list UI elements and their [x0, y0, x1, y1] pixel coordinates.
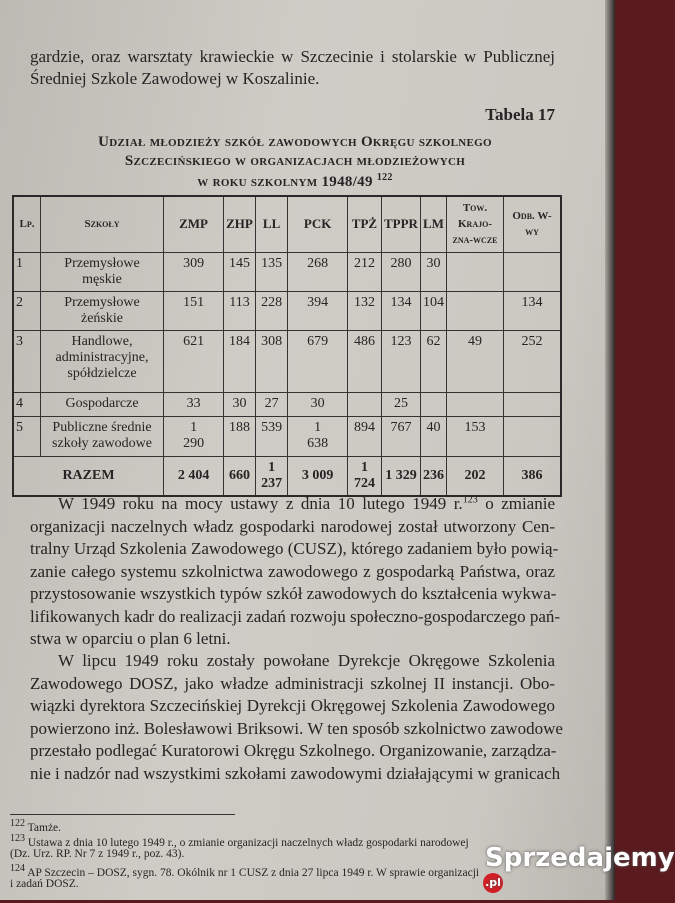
row-number: 5: [13, 416, 41, 456]
total-value: 236: [420, 456, 446, 496]
footnote: [10, 863, 479, 879]
cell-value: 104: [420, 291, 446, 330]
cell-value: 25: [382, 392, 421, 416]
cell-value: 134: [382, 291, 421, 330]
text: stwa w oparciu o plan 6 letni.: [30, 629, 231, 648]
col-header: LL: [255, 196, 287, 252]
cell-value: 30: [224, 392, 256, 416]
cell-value: 27: [255, 392, 287, 416]
total-value: 1 329: [382, 456, 421, 496]
total-value: 3 009: [288, 456, 348, 496]
cell-value: [420, 392, 446, 416]
footnote-number: 122: [10, 818, 25, 829]
text-line: powierzono inż. Bolesławowi Briksowi. W ten sposób szkolnictwo zawodowe: [30, 718, 563, 738]
cell-value: [447, 291, 504, 330]
col-header: ZMP: [164, 196, 224, 252]
cell-value: 30: [288, 392, 348, 416]
school-type: Gospodarcze: [41, 392, 164, 416]
cell-value: 153: [447, 416, 504, 456]
cell-value: 132: [347, 291, 381, 330]
cell-value: [504, 392, 562, 416]
col-header: PCK: [288, 196, 348, 252]
text-line: [30, 606, 561, 627]
cell-value: 1 290: [164, 416, 224, 456]
text-line: przestało podlegać Kuratorowi Okręgu Szkolnego. Organizowanie, zarządza-: [30, 741, 557, 760]
footnote-cont: (Dz. Urz. RP. Nr 7 z 1949 r., poz. 43).: [10, 848, 185, 860]
cell-value: 309: [164, 252, 224, 291]
row-number: 2: [13, 291, 41, 330]
footnote: [10, 818, 61, 834]
text: o zmianie: [477, 494, 555, 513]
cell-value: [447, 392, 504, 416]
cell-value: 151: [164, 291, 224, 330]
cell-value: [347, 392, 381, 416]
col-header: Szkoły: [41, 196, 164, 252]
footnote: [10, 833, 469, 849]
table-row: [13, 291, 561, 330]
cell-value: [504, 252, 562, 291]
cell-value: 767: [382, 416, 421, 456]
footnote-ref: 122: [376, 172, 393, 183]
table-label: Tabela 17: [485, 105, 555, 124]
cell-value: 252: [504, 330, 562, 392]
col-header: Tow. Krajo-zna-wcze: [447, 196, 504, 252]
text-line: wiązki dyrektora Szczecińskiej Dyrekcji Okręgowej Szkolenia Zawodowego: [30, 696, 555, 715]
col-header: Odb. W-wy: [504, 196, 562, 252]
cell-value: 621: [164, 330, 224, 392]
total-value: 2 404: [164, 456, 224, 496]
cell-value: 679: [288, 330, 348, 392]
footnote-text: Ustawa z dnia 10 lutego 1949 r., o zmianie organizacji naczelnych władz gospodarki narodowej: [27, 836, 469, 849]
total-label: RAZEM: [13, 456, 164, 496]
cell-value: 113: [224, 291, 256, 330]
cell-value: 135: [255, 252, 287, 291]
footnote-text: Tamże.: [27, 821, 62, 834]
text-line: [30, 629, 555, 649]
cell-value: 40: [420, 416, 446, 456]
text: organizacji naczelnych władz gospodarki narodowej został utworzony Cen-: [30, 516, 555, 536]
title-text: w roku szkolnym 1948/49: [197, 174, 373, 190]
school-type: Przemysłowe męskie: [41, 252, 164, 291]
cell-value: 212: [347, 252, 381, 291]
col-header: TPPR: [382, 196, 421, 252]
cell-value: 894: [347, 416, 381, 456]
total-row: [13, 456, 561, 496]
cell-value: 49: [447, 330, 504, 392]
table-row: [13, 416, 561, 456]
cell-value: 308: [255, 330, 287, 392]
total-value: 660: [224, 456, 256, 496]
total-value: 202: [447, 456, 504, 496]
footnote-number: 124: [10, 863, 25, 874]
footnote-number: 123: [10, 833, 25, 844]
footnote-separator: [10, 814, 235, 815]
table-row: [13, 330, 561, 392]
col-header: ZHP: [224, 196, 256, 252]
table-title-line: Udział młodzieży szkół zawodowych Okręgu szkolnego: [98, 134, 492, 150]
col-header: Lp.: [13, 196, 41, 252]
total-value: 1 237: [255, 456, 287, 496]
text-line: [58, 494, 555, 514]
text-line: W lipcu 1949 roku zostały powołane Dyrekcje Okręgowe Szkolenia: [58, 651, 555, 670]
page-edge: [605, 0, 615, 900]
text-line: gardzie, oraz warsztaty krawieckie w Szczecinie i stolarskie w Publicznej: [30, 47, 555, 66]
text-line: [30, 539, 559, 559]
header-row: [13, 196, 561, 252]
footnote-text: AP Szczecin – DOSZ, sygn. 78. Okólnik nr 1 CUSZ z dnia 27 lipca 1949 r. W sprawie organizacji: [27, 866, 480, 879]
data-table: [12, 195, 562, 497]
text-line: [30, 584, 555, 604]
text-line: nie i nadzór nad wszystkimi szkołami zawodowymi działającymi w granicach: [30, 763, 561, 783]
cell-value: 539: [255, 416, 287, 456]
table-title-line: Szczecińskiego w organizacjach młodzieżowych: [124, 153, 466, 169]
cell-value: 268: [288, 252, 348, 291]
text: zanie całego systemu szkolnictwa zawodowego z gospodarką Państwa, oraz: [30, 561, 555, 581]
text-line: [30, 517, 555, 537]
total-value: 1 724: [347, 456, 381, 496]
text: tralny Urząd Szkolenia Zawodowego (CUSZ), którego zadaniem było powią-: [30, 539, 559, 558]
text-line: Średniej Szkole Zawodowej w Koszalinie.: [30, 69, 320, 88]
cell-value: [447, 252, 504, 291]
cell-value: 30: [420, 252, 446, 291]
watermark-text: Sprzedajemy: [485, 843, 675, 873]
text: przystosowanie wszystkich typów szkół zawodowych do kształcenia wykwa-: [30, 584, 557, 603]
cell-value: 280: [382, 252, 421, 291]
total-value: 386: [504, 456, 562, 496]
cell-value: 184: [224, 330, 256, 392]
footnote-cont: i zadań DOSZ.: [10, 878, 79, 890]
table-row: [13, 252, 561, 291]
cell-value: 188: [224, 416, 256, 456]
row-number: 1: [13, 252, 41, 291]
cell-value: 228: [255, 291, 287, 330]
table-title-line: [0, 172, 590, 191]
text-line: Zawodowego DOSZ, jako władze administracji szkolnej II instancji. Obo-: [30, 673, 555, 693]
text: W 1949 roku na mocy ustawy z dnia 10 lutego 1949 r.: [58, 494, 463, 513]
row-number: 3: [13, 330, 41, 392]
cell-value: 1 638: [288, 416, 348, 456]
footnote-ref: 123: [462, 494, 478, 506]
school-type: Handlowe, administracyjne, spółdzielcze: [41, 330, 164, 392]
col-header: TPŻ: [347, 196, 381, 252]
text: lifikowanych kadr do realizacji zadań rozwoju społeczno-gospodarczego pań-: [30, 606, 561, 626]
cell-value: 394: [288, 291, 348, 330]
text-line: [30, 562, 555, 582]
watermark-suffix: .pl: [483, 873, 503, 893]
cell-value: [504, 416, 562, 456]
school-type: Publiczne średnie szkoły zawodowe: [41, 416, 164, 456]
cell-value: 134: [504, 291, 562, 330]
col-header: LM: [420, 196, 446, 252]
school-type: Przemysłowe żeńskie: [41, 291, 164, 330]
watermark-logo: [485, 843, 675, 903]
cell-value: 33: [164, 392, 224, 416]
row-number: 4: [13, 392, 41, 416]
cell-value: 123: [382, 330, 421, 392]
cell-value: 145: [224, 252, 256, 291]
cell-value: 486: [347, 330, 381, 392]
cell-value: 62: [420, 330, 446, 392]
table-row: [13, 392, 561, 416]
